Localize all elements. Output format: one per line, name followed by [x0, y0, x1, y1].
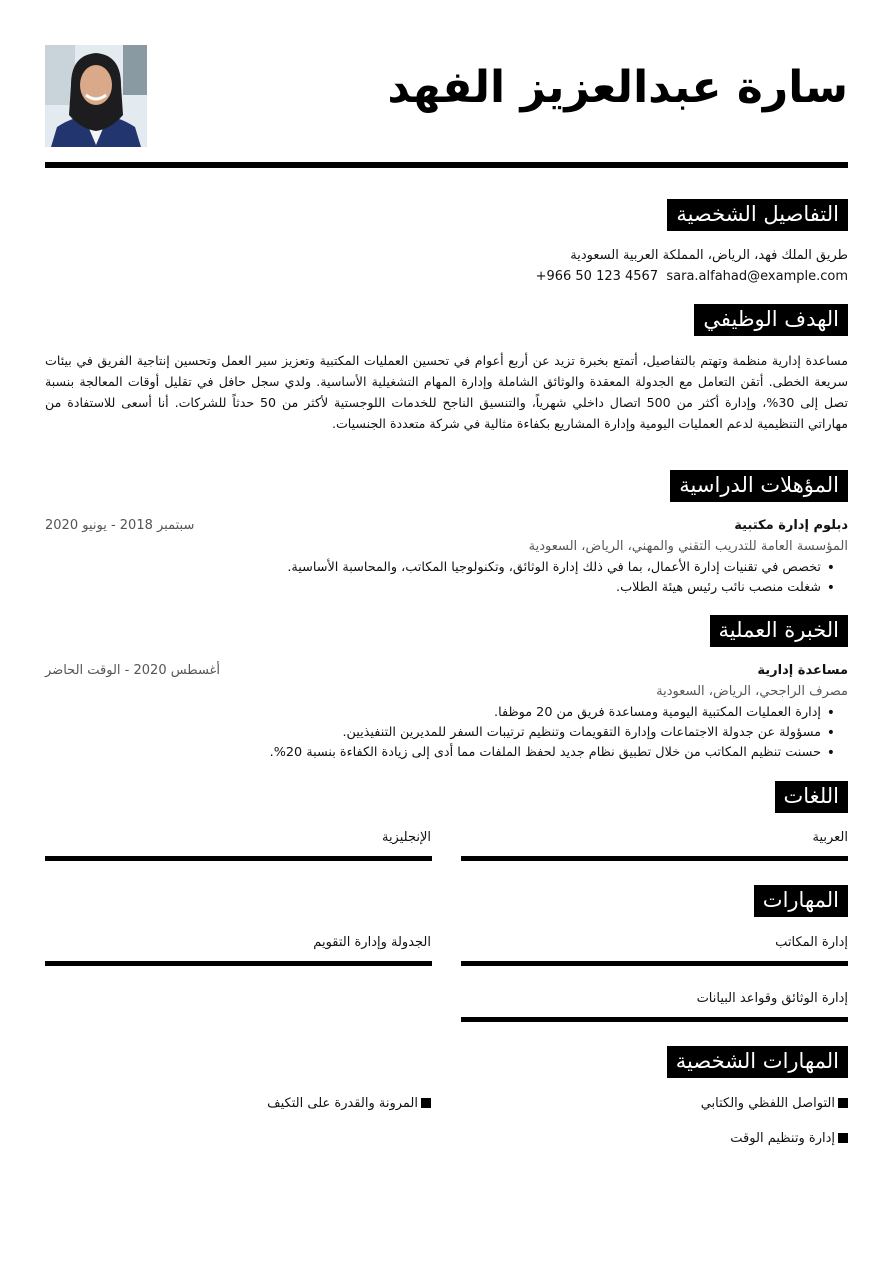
- skill-level-bar: [461, 961, 848, 966]
- skill-label: الجدولة وإدارة التقويم: [313, 935, 431, 950]
- education-bullets: [287, 558, 835, 598]
- list-item: • إدارة العمليات المكتبية اليومية ومساعدة فريق من 20 موظفا.: [270, 703, 835, 723]
- section-title-personal: التفاصيل الشخصية: [667, 199, 848, 231]
- contact-line: [536, 267, 848, 287]
- candidate-name: سارة عبدالعزيز الفهد: [387, 62, 848, 113]
- experience-bullets: [270, 703, 835, 763]
- soft-skill-item: المرونة والقدرة على التكيف: [267, 1094, 431, 1114]
- experience-dates: أغسطس 2020 - الوقت الحاضر: [45, 663, 220, 678]
- list-item: • تخصص في تقنيات إدارة الأعمال، بما في ذلك إدارة الوثائق، وتكنولوجيا المكاتب، والمحاسبة الأساسية.: [287, 558, 835, 578]
- square-bullet-icon: [838, 1133, 848, 1143]
- objective-text: مساعدة إدارية منظمة وتهتم بالتفاصيل، أتمتع بخبرة تزيد عن أربع أعوام في تحسين العمليات المكتبية وتعزيز سير العمل وتحسين إنتاجية الفريق في بيئات سريعة الخطى. أتقن التعامل مع الجدولة المعقدة والوثائق الشاملة وإدارة المهام التشغيلية الأساسية. ولدي سجل حافل في تقليل أوقات المعالجة بنسبة تصل إلى 30%، وإدارة أكثر من 500 اتصال داخلي شهرياً، والتنسيق الناجح للخدمات اللوجستية لأكثر من 50 حدثاً للشركات. أنا أسعى للاستفادة من مهاراتي التنظيمية لدعم العمليات اليومية وإدارة المشاريع بكفاءة مثالية في شركة متعددة الجنسيات.: [45, 353, 848, 431]
- header-divider: [45, 162, 848, 168]
- email[interactable]: sara.alfahad@example.com: [666, 269, 848, 284]
- experience-role: مساعدة إدارية: [757, 663, 848, 678]
- list-item: • حسنت تنظيم المكاتب من خلال تطبيق نظام جديد لحفظ الملفات مما أدى إلى زيادة الكفاءة بنسبة 20%.: [270, 743, 835, 763]
- list-item: • مسؤولة عن جدولة الاجتماعات وإدارة التقويمات وتنظيم ترتيبات السفر للمديرين التنفيذيين.: [270, 723, 835, 743]
- skill-label: إدارة المكاتب: [775, 935, 848, 950]
- section-title-soft-skills: المهارات الشخصية: [667, 1046, 848, 1078]
- education-degree: دبلوم إدارة مكتبية: [734, 518, 848, 533]
- profile-photo-portrait: [45, 45, 147, 147]
- language-level-bar: [45, 856, 432, 861]
- language-level-bar: [461, 856, 848, 861]
- skill-level-bar: [461, 1017, 848, 1022]
- experience-company: مصرف الراجحي، الرياض، السعودية: [656, 684, 848, 699]
- square-bullet-icon: [838, 1098, 848, 1108]
- address: طريق الملك فهد، الرياض، المملكة العربية السعودية: [570, 248, 848, 263]
- section-title-skills: المهارات: [754, 885, 848, 917]
- phone: +966 50 123 4567: [535, 269, 659, 284]
- soft-skill-item: إدارة وتنظيم الوقت: [730, 1129, 848, 1149]
- soft-skill-item: التواصل اللفظي والكتابي: [701, 1094, 848, 1114]
- profile-photo: [45, 45, 147, 147]
- language-label: الإنجليزية: [381, 830, 431, 845]
- section-title-education: المؤهلات الدراسية: [670, 470, 848, 502]
- section-title-experience: الخبرة العملية: [710, 615, 848, 647]
- section-title-objective: الهدف الوظيفي: [694, 304, 848, 336]
- education-dates: سبتمبر 2018 - يونيو 2020: [45, 518, 195, 533]
- education-institution: المؤسسة العامة للتدريب التقني والمهني، الرياض، السعودية: [528, 539, 848, 554]
- language-label: العربية: [812, 830, 848, 845]
- skill-level-bar: [45, 961, 432, 966]
- skill-label: إدارة الوثائق وقواعد البيانات: [696, 991, 848, 1006]
- section-title-languages: اللغات: [775, 781, 848, 813]
- list-item: • شغلت منصب نائب رئيس هيئة الطلاب.: [287, 578, 835, 598]
- square-bullet-icon: [421, 1098, 431, 1108]
